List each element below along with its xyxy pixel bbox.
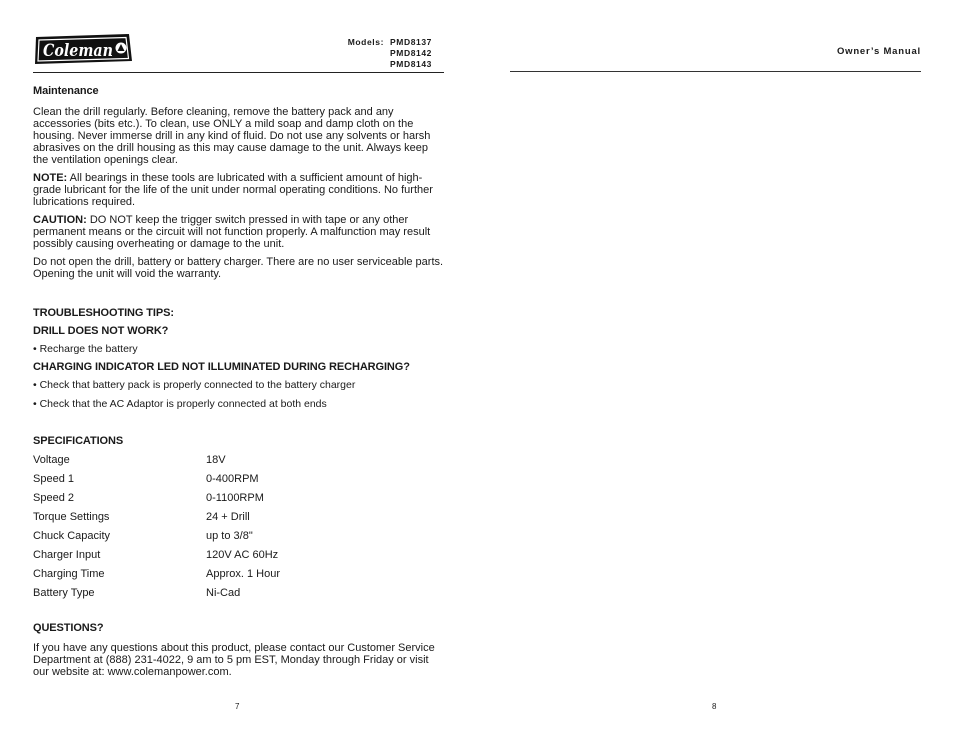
spec-row xyxy=(33,473,445,492)
spec-value: 0-1100RPM xyxy=(206,492,264,504)
spec-value: 0-400RPM xyxy=(206,473,259,485)
page-number: 8 xyxy=(712,702,717,711)
page-number: 7 xyxy=(235,702,240,711)
troubleshooting-heading: TROUBLESHOOTING TIPS: xyxy=(33,307,174,319)
troubleshooting-question: DRILL DOES NOT WORK? xyxy=(33,325,169,337)
caution-label: CAUTION: xyxy=(33,214,87,226)
spec-value: Ni-Cad xyxy=(206,587,241,599)
spec-value: 24 + Drill xyxy=(206,511,250,523)
spec-name: Speed 2 xyxy=(33,492,74,504)
model-number: PMD8143 xyxy=(390,59,432,69)
spec-row xyxy=(33,454,445,473)
model-number: PMD8142 xyxy=(390,48,432,58)
spec-name: Battery Type xyxy=(33,587,95,599)
svg-text:Coleman: Coleman xyxy=(43,41,113,61)
warranty-paragraph: Do not open the drill, battery or battery charger. There are no user serviceable parts. Opening the unit will void the warranty. xyxy=(33,256,444,280)
note-label: NOTE: xyxy=(33,172,68,184)
troubleshooting-bullet: • Recharge the battery xyxy=(33,343,138,355)
spec-row xyxy=(33,568,445,587)
caution-text: DO NOT keep the trigger switch pressed in with tape or any other permanent means or the circuit will not function properly. A malfunction may result possibly causing overheating or damage to the unit. xyxy=(33,214,431,250)
model-number: PMD8137 xyxy=(390,37,432,47)
coleman-logo xyxy=(33,33,134,65)
header-divider xyxy=(510,71,921,72)
maintenance-heading: Maintenance xyxy=(33,85,99,97)
spec-row xyxy=(33,492,445,511)
models-label: Models: xyxy=(347,37,384,47)
note-paragraph xyxy=(33,172,445,208)
spec-value: 120V AC 60Hz xyxy=(206,549,279,561)
questions-paragraph: If you have any questions about this product, please contact our Customer Service Department at (888) 231-4022, 9 am to 5 pm EST, Monday through Friday or visit our website at: www.colemanpower.com. xyxy=(33,642,435,678)
specifications-table xyxy=(33,454,445,606)
spec-name: Charger Input xyxy=(33,549,101,561)
maintenance-paragraph: Clean the drill regularly. Before cleaning, remove the battery pack and any accessories (bits etc.). To clean, use ONLY a mild soap and damp cloth on the housing. Never immerse drill in any kind of fluid. Do not use any solvents or harsh abrasives on the drill housing as this may cause damage to the unit. Always keep the ventilation openings clear. xyxy=(33,106,431,166)
model-numbers xyxy=(330,37,444,70)
spec-name: Speed 1 xyxy=(33,473,74,485)
spec-name: Torque Settings xyxy=(33,511,110,523)
spec-name: Chuck Capacity xyxy=(33,530,111,542)
spec-value: up to 3/8" xyxy=(206,530,253,542)
spec-row xyxy=(33,511,445,530)
owners-manual-header: Owner’s Manual xyxy=(836,46,921,57)
spec-name: Voltage xyxy=(33,454,70,466)
troubleshooting-bullet: • Check that the AC Adaptor is properly connected at both ends xyxy=(33,398,327,410)
spec-row xyxy=(33,587,445,606)
spec-row xyxy=(33,530,445,549)
spec-value: Approx. 1 Hour xyxy=(206,568,280,580)
spec-row xyxy=(33,549,445,568)
troubleshooting-bullet: • Check that battery pack is properly connected to the battery charger xyxy=(33,379,356,391)
spec-name: Charging Time xyxy=(33,568,105,580)
manual-content xyxy=(33,85,445,678)
specifications-heading: SPECIFICATIONS xyxy=(33,435,124,447)
spec-value: 18V xyxy=(206,454,226,466)
note-text: All bearings in these tools are lubricated with a sufficient amount of high-grade lubricant for the life of the unit under normal operating conditions. No further lubrications required. xyxy=(33,172,433,208)
header-divider xyxy=(33,72,444,73)
troubleshooting-question: CHARGING INDICATOR LED NOT ILLUMINATED DURING RECHARGING? xyxy=(33,361,410,373)
questions-heading: QUESTIONS? xyxy=(33,622,104,634)
right-page xyxy=(477,0,954,738)
caution-paragraph xyxy=(33,214,445,250)
